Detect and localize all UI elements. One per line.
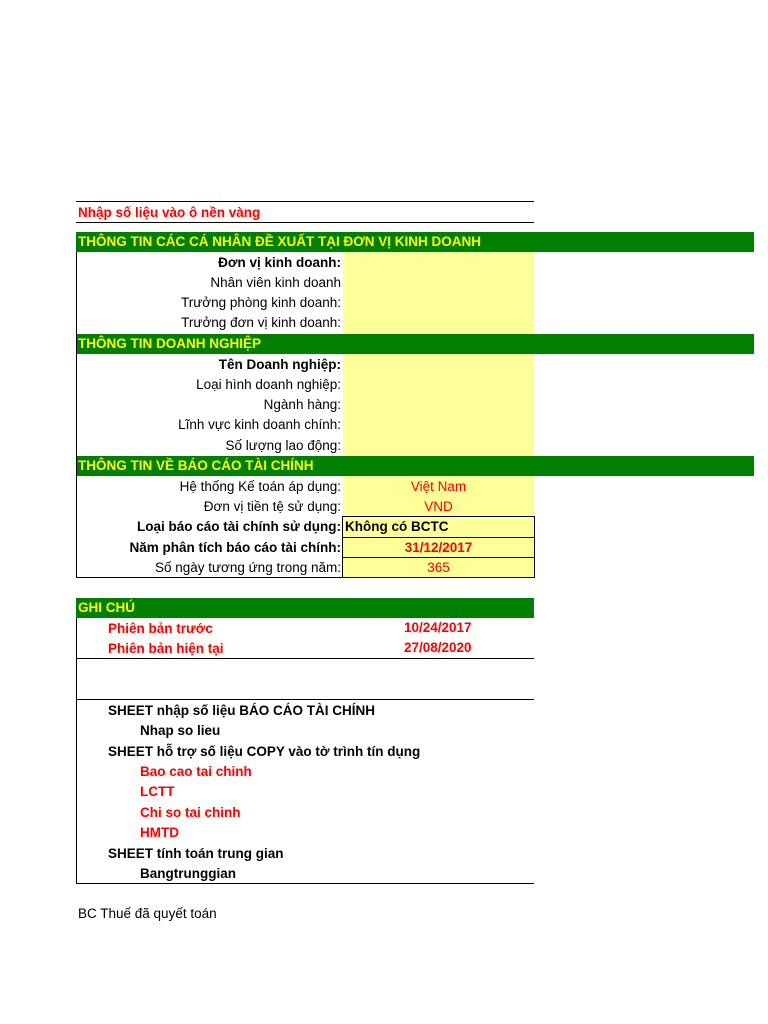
- value-box-border: [534, 516, 535, 578]
- field-industry: [76, 395, 341, 415]
- curr-version-label: Phiên bản hiện tại: [108, 641, 224, 656]
- field-label: Loại báo cáo tài chính sử dụng:: [136, 519, 341, 534]
- section-staff-header: THÔNG TIN CÁC CÁ NHÂN ĐỀ XUẤT TẠI ĐƠN VỊ KINH DOANH: [76, 232, 754, 252]
- prev-version-value: 10/24/2017: [404, 620, 472, 635]
- analysis-year-value[interactable]: 31/12/2017: [404, 540, 473, 555]
- field-label: Tên Doanh nghiệp:: [218, 357, 341, 372]
- value-box-border: [342, 516, 534, 517]
- sheet-link[interactable]: Bao cao tai chinh: [140, 764, 252, 779]
- value-box-border: [342, 516, 343, 578]
- staff-input-area[interactable]: [343, 252, 534, 333]
- field-label: Đơn vị kinh doanh:: [218, 255, 341, 270]
- field-company-name: [76, 355, 341, 375]
- sheet-link[interactable]: Bangtrunggian: [140, 866, 236, 881]
- left-border: [76, 252, 77, 578]
- notes-left-border: [76, 618, 77, 884]
- value-box-border: [342, 537, 534, 538]
- field-label: Lĩnh vực kinh doanh chính:: [178, 417, 341, 432]
- field-label: Số lượng lao động:: [225, 438, 341, 453]
- sheet-link[interactable]: HMTD: [140, 825, 179, 840]
- input-instruction: Nhập số liệu vào ô nền vàng: [78, 205, 261, 220]
- field-label: Đơn vị tiền tệ sử dụng:: [203, 499, 341, 514]
- notes-divider: [76, 699, 534, 700]
- footer-note: BC Thuế đã quyết toán: [78, 906, 217, 921]
- field-label: Loại hình doanh nghiệp:: [196, 377, 341, 392]
- sheet-heading: SHEET hỗ trợ số liệu COPY vào tờ trình tín dụng: [108, 744, 421, 759]
- field-currency: [76, 497, 341, 517]
- field-label: Hệ thống Kế toán áp dụng:: [179, 479, 341, 494]
- field-sales-staff: [76, 273, 341, 293]
- field-label: Năm phân tích báo cáo tài chính:: [129, 540, 341, 555]
- field-report-type: [76, 517, 341, 537]
- notes-header: GHI CHÚ: [76, 598, 534, 618]
- sheet-link[interactable]: LCTT: [140, 784, 175, 799]
- field-label: Trưởng phòng kinh doanh:: [181, 295, 341, 310]
- field-analysis-year: [76, 538, 341, 558]
- field-label: Nhân viên kinh doanh: [210, 275, 341, 290]
- accounting-system-value[interactable]: Việt Nam: [410, 479, 467, 494]
- days-in-year-value[interactable]: 365: [427, 560, 450, 575]
- sheet-link[interactable]: Nhap so lieu: [140, 723, 221, 738]
- top-border: [76, 201, 534, 202]
- instruction-bottom-border: [76, 222, 534, 223]
- company-input-area[interactable]: [343, 354, 534, 455]
- sheet-heading: SHEET nhập số liệu BÁO CÁO TÀI CHÍNH: [108, 703, 376, 718]
- field-company-type: [76, 375, 341, 395]
- currency-value[interactable]: VND: [424, 499, 453, 514]
- finance-bottom-border: [76, 577, 534, 578]
- notes-bottom-border: [76, 883, 534, 884]
- field-main-business: [76, 415, 341, 435]
- field-accounting-system: [76, 477, 341, 497]
- field-unit-head: [76, 313, 341, 333]
- field-label: Số ngày tương ứng trong năm:: [154, 560, 341, 575]
- sheet-heading: SHEET tính toán trung gian: [108, 846, 284, 861]
- curr-version-value: 27/08/2020: [404, 640, 472, 655]
- value-box-border: [342, 557, 534, 558]
- field-employee-count: [76, 436, 341, 456]
- notes-divider: [76, 658, 534, 659]
- field-label: Ngành hàng:: [263, 397, 341, 412]
- section-finance-header: THÔNG TIN VỀ BÁO CÁO TÀI CHÍNH: [76, 456, 754, 476]
- field-days-in-year: [76, 558, 341, 578]
- field-label: Trưởng đơn vị kinh doanh:: [181, 315, 341, 330]
- field-business-unit: [76, 253, 341, 273]
- sheet-link[interactable]: Chi so tai chinh: [140, 805, 241, 820]
- section-company-header: THÔNG TIN DOANH NGHIỆP: [76, 334, 754, 354]
- report-type-value[interactable]: Không có BCTC: [345, 519, 449, 534]
- prev-version-label: Phiên bản trước: [108, 621, 213, 636]
- field-sales-manager: [76, 293, 341, 313]
